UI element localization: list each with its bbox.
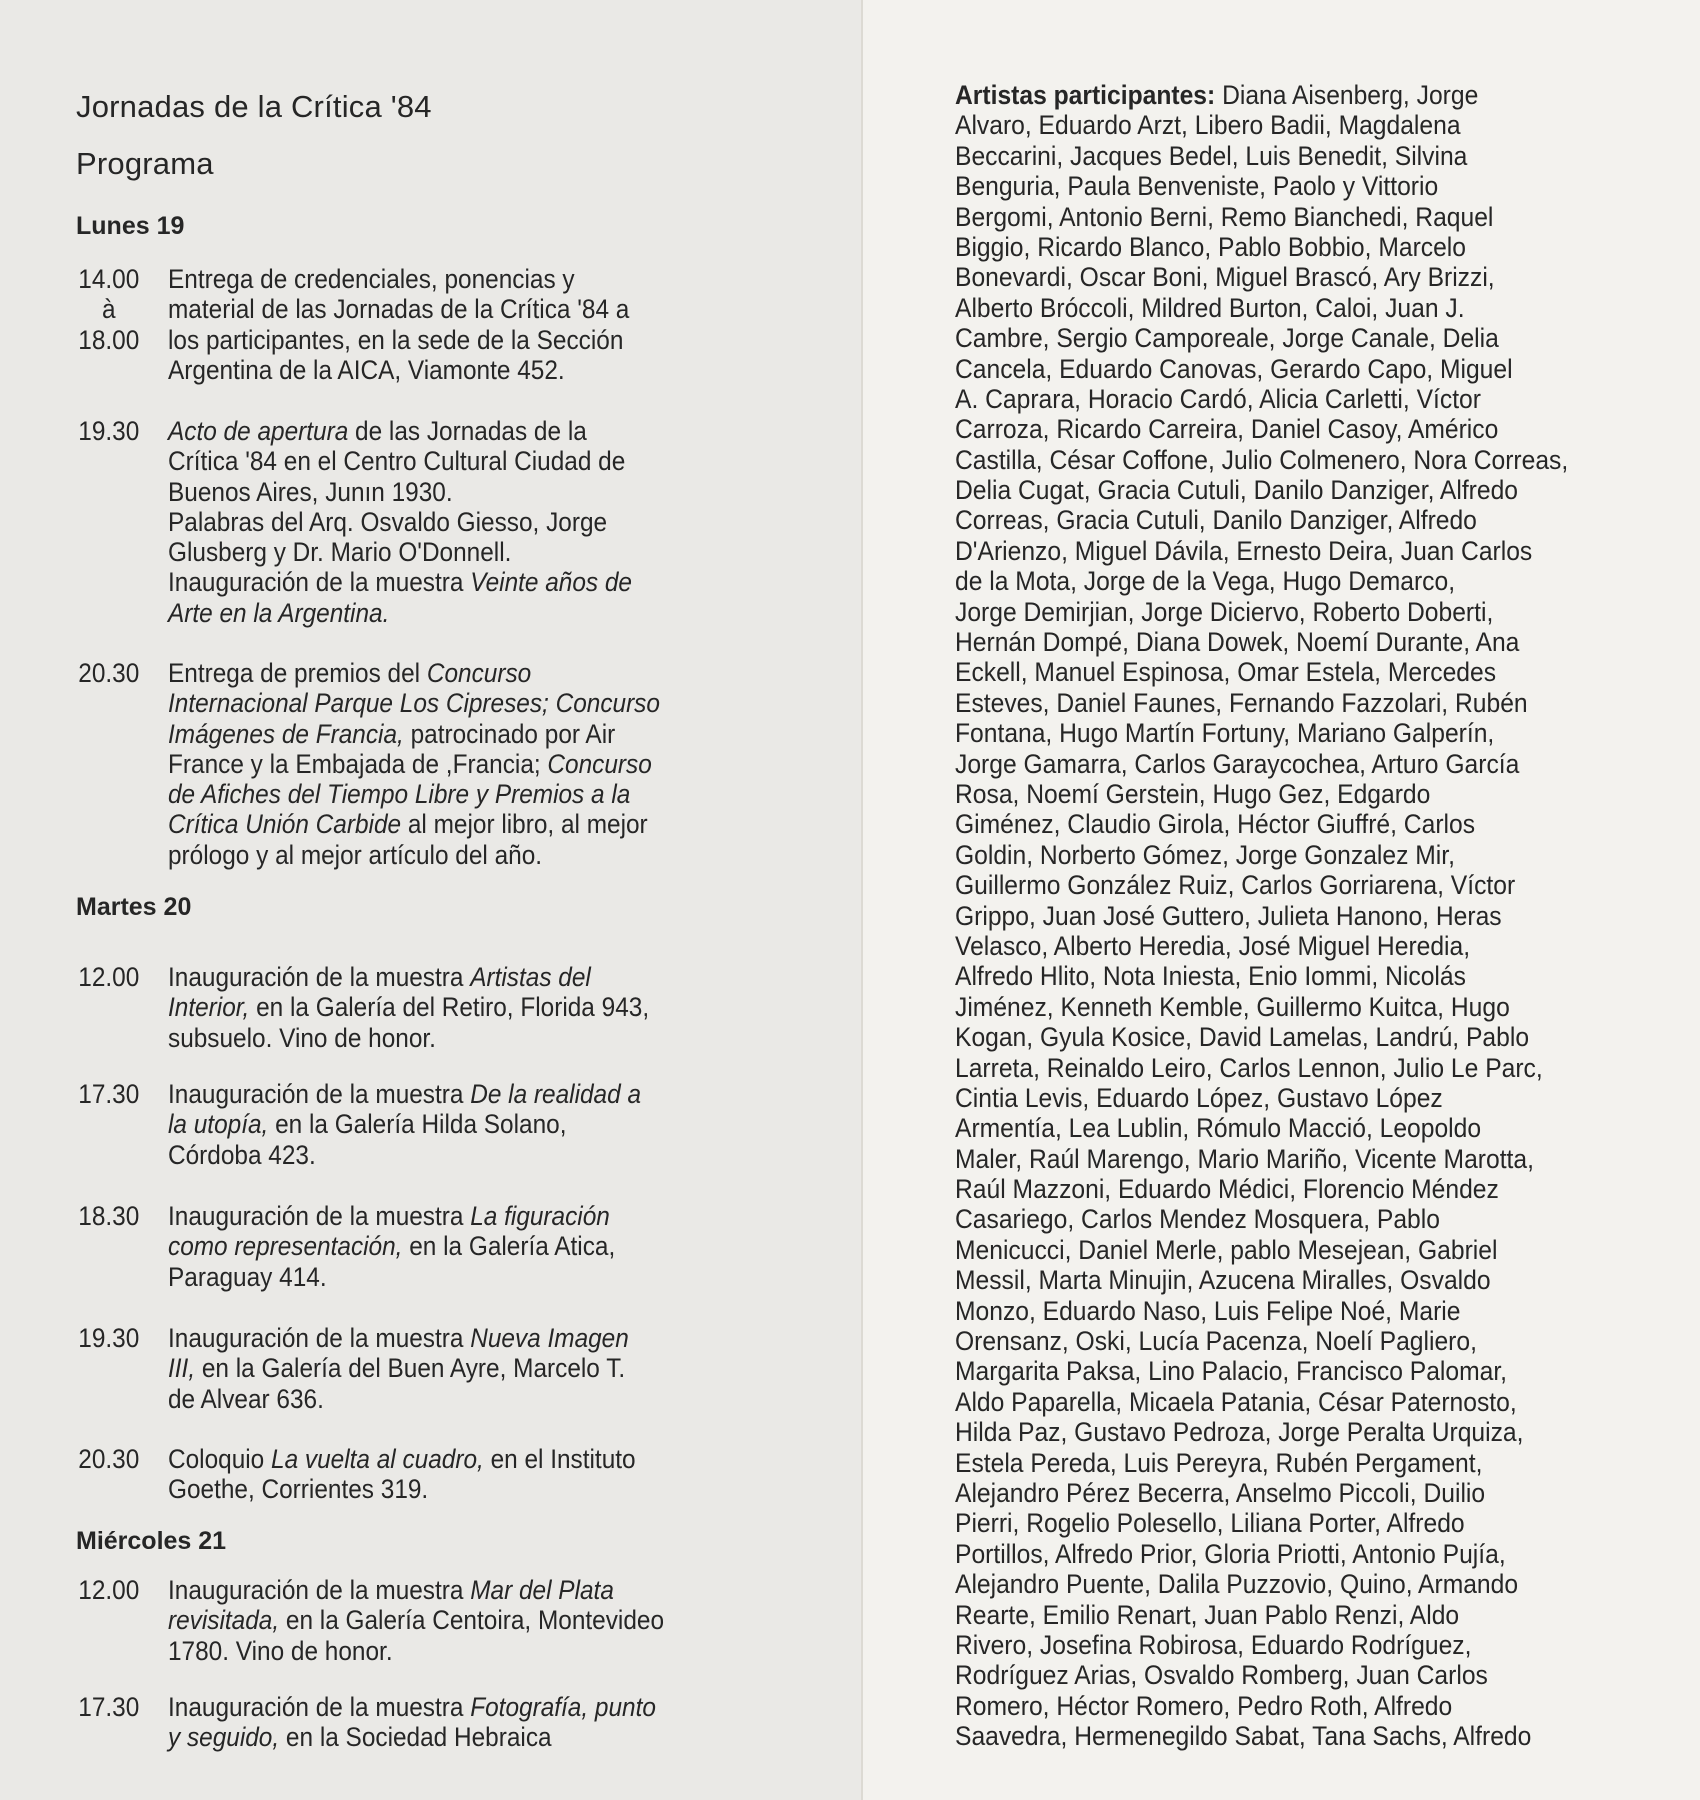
entry-text: [168, 264, 575, 294]
artists-line: Giménez, Claudio Girola, Héctor Giuffré, Carlos: [955, 809, 1476, 840]
entry-text: [168, 809, 648, 839]
entry-text-segment: Glusberg y Dr. Mario O'Donnell.: [168, 537, 512, 568]
artists-line: Delia Cugat, Gracia Cutuli, Danilo Danziger, Alfredo: [955, 475, 1519, 506]
entry-text-segment: Inauguración de la muestra: [168, 567, 471, 598]
artists-line: Maler, Raúl Marengo, Mario Mariño, Vicente Marotta,: [955, 1143, 1534, 1174]
entry-line: [0, 1023, 862, 1053]
entry-line: [0, 1605, 862, 1635]
document-title: Jornadas de la Crítica '84: [76, 89, 432, 124]
entry-time: 17.30: [78, 1079, 140, 1109]
entry-title-italic: Mar del Plata: [470, 1575, 614, 1605]
artists-line: Rodríguez Arias, Osvaldo Romberg, Juan Carlos: [955, 1660, 1488, 1691]
artists-line: Goldin, Norberto Gómez, Jorge Gonzalez Mir,: [955, 839, 1455, 870]
entry-title-italic: Interior,: [168, 992, 250, 1023]
artists-line: Raúl Mazzoni, Eduardo Médici, Florencio Méndez: [955, 1174, 1499, 1205]
entry-line: [0, 1474, 862, 1504]
entry-time: 12.00: [78, 962, 140, 992]
entry-text: [168, 537, 511, 567]
artists-line: Alberto Bróccoli, Mildred Burton, Caloi, Juan J.: [955, 292, 1465, 323]
entry-line: [0, 1109, 862, 1139]
entry-line: [0, 840, 862, 870]
entry-text-segment: Inauguración de la muestra: [168, 1323, 471, 1353]
artists-line: Jorge Gamarra, Carlos Garaycochea, Arturo García: [955, 748, 1520, 779]
artists-line: Correas, Gracia Cutuli, Danilo Danziger, Alfredo: [955, 505, 1477, 536]
entry-text-segment: Crítica '84 en el Centro Cultural Ciudad de: [168, 446, 626, 477]
entry-text: [168, 1201, 610, 1231]
entry-title-italic: De la realidad a: [470, 1079, 642, 1109]
artists-line: Margarita Paksa, Lino Palacio, Francisco Palomar,: [955, 1356, 1508, 1387]
schedule-entry: [0, 658, 862, 870]
entry-line: [0, 1692, 862, 1722]
artists-line: Bonevardi, Oscar Boni, Miguel Brascó, Ary Brizzi,: [955, 262, 1495, 293]
entry-text: [168, 1384, 324, 1414]
artists-line: Grippo, Juan José Guttero, Julieta Hanono, Heras: [955, 900, 1502, 931]
program-heading: Programa: [76, 146, 214, 181]
entry-title-italic: Acto de apertura: [168, 416, 349, 446]
entry-line: [0, 1353, 862, 1383]
entry-line: [0, 446, 862, 476]
entry-text-segment: de las Jornadas de la: [348, 416, 587, 446]
entry-title-italic: la utopía,: [168, 1109, 269, 1140]
entry-line: [0, 264, 862, 294]
entry-text-segment: en la Sociedad Hebraica: [279, 1722, 552, 1753]
day-heading: Lunes 19: [76, 212, 185, 240]
entry-line: [0, 1323, 862, 1353]
entry-text-segment: en la Galería del Retiro, Florida 943,: [249, 992, 650, 1023]
entry-title-italic: Internacional Parque Los Cipreses; Concurso: [168, 688, 660, 719]
entry-line: [0, 567, 862, 597]
entry-text-segment: 1780. Vino de honor.: [168, 1635, 393, 1666]
entry-text: [168, 477, 453, 507]
artists-line: Benguria, Paula Benveniste, Paolo y Vittorio: [955, 171, 1439, 202]
artists-line: Biggio, Ricardo Blanco, Pablo Bobbio, Marcelo: [955, 231, 1466, 262]
entry-title-italic: revisitada,: [168, 1605, 280, 1636]
entry-text: [168, 992, 649, 1022]
schedule-entry: [0, 962, 862, 1053]
day-heading: Martes 20: [76, 893, 192, 921]
artists-line: Saavedra, Hermenegildo Sabat, Tana Sachs, Alfredo: [955, 1721, 1532, 1752]
entry-line: [0, 416, 862, 446]
entry-text: [168, 507, 607, 537]
artists-line: Alejandro Puente, Dalila Puzzovio, Quino, Armando: [955, 1569, 1519, 1600]
schedule-entry: [0, 1692, 862, 1753]
entry-text: [168, 1231, 615, 1261]
entry-time: à: [102, 294, 116, 325]
artists-line: Rivero, Josefina Robirosa, Eduardo Rodríguez,: [955, 1629, 1472, 1660]
entry-text-segment: subsuelo. Vino de honor.: [168, 1022, 436, 1053]
entry-text-segment: en el Instituto: [483, 1444, 636, 1474]
entry-text-segment: prólogo y al mejor artículo del año.: [168, 839, 543, 870]
entry-text: [168, 1636, 393, 1666]
schedule-entry: [0, 1444, 862, 1505]
entry-title-italic: La vuelta al cuadro,: [271, 1444, 484, 1474]
entry-text: [168, 355, 565, 385]
entry-line: [0, 325, 862, 355]
entry-text: [168, 840, 542, 870]
entry-text: [168, 294, 629, 324]
entry-text: [168, 1444, 636, 1474]
artists-line: Jiménez, Kenneth Kemble, Guillermo Kuitca, Hugo: [955, 991, 1510, 1022]
entry-text-segment: de Alvear 636.: [168, 1383, 324, 1414]
entry-text-segment: Córdoba 423.: [168, 1139, 316, 1170]
artists-line: Menicucci, Daniel Merle, pablo Mesejean, Gabriel: [955, 1234, 1498, 1265]
entry-line: [0, 1722, 862, 1752]
entry-time: 19.30: [78, 416, 140, 446]
artists-line: Orensanz, Oski, Lucía Pacenza, Noelí Pagliero,: [955, 1326, 1477, 1357]
entry-text-segment: France y la Embajada de ,Francia;: [168, 748, 548, 779]
artists-line: Esteves, Daniel Faunes, Fernando Fazzolari, Rubén: [955, 687, 1528, 718]
artists-line: A. Caprara, Horacio Cardó, Alicia Carletti, Víctor: [955, 383, 1481, 414]
entry-text: [168, 1722, 552, 1752]
entry-title-italic: Veinte años de: [470, 567, 632, 598]
entry-text-segment: Entrega de credenciales, ponencias y: [168, 264, 575, 294]
entry-text-segment: los participantes, en la sede de la Sección: [168, 324, 624, 355]
entry-time: 20.30: [78, 658, 140, 688]
entry-text-segment: en la Galería Hilda Solano,: [268, 1109, 567, 1140]
artists-line: Portillos, Alfredo Prior, Gloria Priotti, Antonio Pujía,: [955, 1538, 1506, 1569]
entry-line: [0, 598, 862, 628]
entry-title-italic: Artistas del: [470, 962, 591, 992]
entry-text-segment: en la Galería del Buen Ayre, Marcelo T.: [195, 1353, 626, 1384]
artists-line: Alvaro, Eduardo Arzt, Libero Badii, Magdalena: [955, 110, 1461, 141]
artists-line: Kogan, Gyula Kosice, David Lamelas, Landrú, Pablo: [955, 1022, 1530, 1053]
schedule-entry: [0, 1323, 862, 1414]
entry-text: [168, 1323, 629, 1353]
entry-text-segment: en la Galería Atica,: [402, 1231, 616, 1262]
entry-text-segment: al mejor libro, al mejor: [401, 809, 648, 840]
entry-line: [0, 1384, 862, 1414]
entry-line: [0, 507, 862, 537]
day-heading: Miércoles 21: [76, 1527, 227, 1555]
entry-title-italic: Fotografía, punto: [470, 1692, 656, 1722]
artists-line: Castilla, César Coffone, Julio Colmenero, Nora Correas,: [955, 444, 1569, 475]
entry-line: [0, 537, 862, 567]
entry-text-segment: Inauguración de la muestra: [168, 962, 471, 992]
entry-text: [168, 779, 630, 809]
entry-time: 19.30: [78, 1323, 140, 1353]
entry-line: [0, 809, 862, 839]
artists-line: Cancela, Eduardo Canovas, Gerardo Capo, Miguel: [955, 353, 1513, 384]
entry-text: [168, 749, 652, 779]
entry-line: [0, 294, 862, 324]
entry-title-italic: de Afiches del Tiempo Libre y Premios a la: [168, 779, 631, 810]
entry-text-segment: Inauguración de la muestra: [168, 1692, 471, 1722]
artists-line: D'Arienzo, Miguel Dávila, Ernesto Deira, Juan Carlos: [955, 535, 1533, 566]
artists-line-text: Diana Aisenberg, Jorge: [1215, 80, 1479, 110]
entry-text: [168, 598, 389, 628]
entry-line: [0, 1231, 862, 1261]
entry-title-italic: III,: [168, 1353, 196, 1384]
entry-text: [168, 416, 587, 446]
entry-text: [168, 1474, 428, 1504]
entry-text-segment: Goethe, Corrientes 319.: [168, 1474, 429, 1505]
entry-text: [168, 1692, 656, 1722]
entry-title-italic: Imágenes de Francia,: [168, 718, 404, 749]
entry-text-segment: en la Galería Centoira, Montevideo: [279, 1605, 665, 1636]
entry-line: [0, 688, 862, 718]
entry-title-italic: y seguido,: [168, 1722, 280, 1753]
entry-line: [0, 749, 862, 779]
entry-line: [0, 779, 862, 809]
entry-title-italic: Nueva Imagen: [470, 1323, 629, 1353]
artists-line: Pierri, Rogelio Polesello, Liliana Porter, Alfredo: [955, 1508, 1465, 1539]
artists-lines: [955, 110, 1685, 1751]
entry-text: [168, 1140, 316, 1170]
entry-line: [0, 1575, 862, 1605]
entry-text-segment: patrocinado por Air: [403, 718, 616, 749]
entry-title-italic: Crítica Unión Carbide: [168, 809, 402, 840]
artists-line: Messil, Marta Minujin, Azucena Miralles, Osvaldo: [955, 1265, 1491, 1296]
entry-text: [168, 1575, 614, 1605]
entry-text: [168, 1353, 625, 1383]
artists-line: Cintia Levis, Eduardo López, Gustavo López: [955, 1082, 1443, 1113]
artists-line: Jorge Demirjian, Jorge Diciervo, Roberto Doberti,: [955, 596, 1494, 627]
artists-line: Aldo Paparella, Micaela Patania, César Paternosto,: [955, 1386, 1517, 1417]
entry-line: [0, 1262, 862, 1292]
entry-text-segment: Buenos Aires, Junın 1930.: [168, 476, 453, 507]
artists-list: [955, 80, 1685, 1751]
artists-line: Bergomi, Antonio Berni, Remo Bianchedi, Raquel: [955, 201, 1494, 232]
artists-line: Cambre, Sergio Camporeale, Jorge Canale, Delia: [955, 323, 1499, 354]
entry-time: 12.00: [78, 1575, 140, 1605]
entry-line: [0, 962, 862, 992]
entry-line: [0, 1201, 862, 1231]
artists-line: Hilda Paz, Gustavo Pedroza, Jorge Peralta Urquiza,: [955, 1417, 1524, 1448]
entry-text: [168, 719, 615, 749]
entry-text: [168, 1109, 566, 1139]
entry-title-italic: Concurso: [547, 748, 652, 779]
entry-line: [0, 719, 862, 749]
artists-line: Hernán Dompé, Diana Dowek, Noemí Durante, Ana: [955, 627, 1520, 658]
entry-line: [0, 992, 862, 1022]
schedule-entry: [0, 1575, 862, 1666]
entry-text: [168, 446, 625, 476]
entry-text: [168, 658, 531, 688]
entry-text-segment: Inauguración de la muestra: [168, 1575, 471, 1605]
entry-time: 17.30: [78, 1692, 140, 1722]
artists-line: Romero, Héctor Romero, Pedro Roth, Alfredo: [955, 1690, 1453, 1721]
entry-time: 18.30: [78, 1201, 140, 1231]
entry-time: 20.30: [78, 1444, 140, 1474]
entry-time: 18.00: [78, 324, 140, 355]
entry-text-segment: material de las Jornadas de la Crítica '84 a: [168, 294, 630, 325]
artists-line: Rearte, Emilio Renart, Juan Pablo Renzi, Aldo: [955, 1599, 1460, 1630]
schedule-entry: [0, 1079, 862, 1170]
entry-line: [0, 477, 862, 507]
entry-text-segment: Entrega de premios del: [168, 658, 427, 688]
artists-line: de la Mota, Jorge de la Vega, Hugo Demarco,: [955, 566, 1456, 597]
entry-text-segment: Paraguay 414.: [168, 1261, 327, 1292]
artists-line: Fontana, Hugo Martín Fortuny, Mariano Galperín,: [955, 718, 1495, 749]
entry-title-italic: como representación,: [168, 1231, 403, 1262]
schedule-entry: [0, 416, 862, 628]
artists-line: Carroza, Ricardo Carreira, Daniel Casoy, Américo: [955, 414, 1499, 445]
artists-line: Velasco, Alberto Heredia, José Miguel Heredia,: [955, 930, 1471, 961]
entry-text: [168, 1262, 327, 1292]
entry-text-segment: Palabras del Arq. Osvaldo Giesso, Jorge: [168, 506, 608, 537]
artists-line: Eckell, Manuel Espinosa, Omar Estela, Mercedes: [955, 657, 1497, 688]
artists-line: Guillermo González Ruiz, Carlos Gorriarena, Víctor: [955, 870, 1516, 901]
entry-text-segment: Inauguración de la muestra: [168, 1079, 471, 1109]
entry-text: [168, 325, 623, 355]
entry-line: [0, 355, 862, 385]
entry-text: [168, 1605, 664, 1635]
entry-title-italic: Concurso: [426, 658, 532, 688]
schedule-entry: [0, 264, 862, 385]
entry-text-segment: Argentina de la AICA, Viamonte 452.: [168, 354, 565, 385]
entry-line: [0, 658, 862, 688]
entry-time: 14.00: [78, 264, 140, 294]
entry-text: [168, 567, 632, 597]
artists-line: Beccarini, Jacques Bedel, Luis Benedit, Silvina: [955, 140, 1468, 171]
artists-first-line: [955, 80, 1634, 110]
artists-line: Alfredo Hlito, Nota Iniesta, Enio Iommi, Nicolás: [955, 961, 1466, 992]
entry-title-italic: Arte en la Argentina.: [168, 597, 390, 628]
entry-text: [168, 1023, 436, 1053]
artists-line: Rosa, Noemí Gerstein, Hugo Gez, Edgardo: [955, 778, 1431, 809]
schedule-entry: [0, 1201, 862, 1292]
artists-line: Armentía, Lea Lublin, Rómulo Macció, Leopoldo: [955, 1113, 1482, 1144]
entry-text: [168, 1079, 641, 1109]
entry-line: [0, 1140, 862, 1170]
entry-text: [168, 962, 591, 992]
entry-title-italic: La figuración: [470, 1201, 610, 1231]
entry-line: [0, 1079, 862, 1109]
entry-line: [0, 1636, 862, 1666]
entry-text-segment: Inauguración de la muestra: [168, 1201, 471, 1231]
artists-line: Estela Pereda, Luis Pereyra, Rubén Pergament,: [955, 1447, 1483, 1478]
entry-line: [0, 1444, 862, 1474]
artists-line: Monzo, Eduardo Naso, Luis Felipe Noé, Marie: [955, 1295, 1461, 1326]
entry-text: [168, 688, 660, 718]
artists-line: Casariego, Carlos Mendez Mosquera, Pablo: [955, 1204, 1440, 1235]
artists-label: Artistas participantes:: [955, 80, 1216, 110]
entry-text-segment: Coloquio: [168, 1444, 272, 1474]
artists-line: Alejandro Pérez Becerra, Anselmo Piccoli, Duilio: [955, 1477, 1486, 1508]
artists-line: Larreta, Reinaldo Leiro, Carlos Lennon, Julio Le Parc,: [955, 1052, 1543, 1083]
